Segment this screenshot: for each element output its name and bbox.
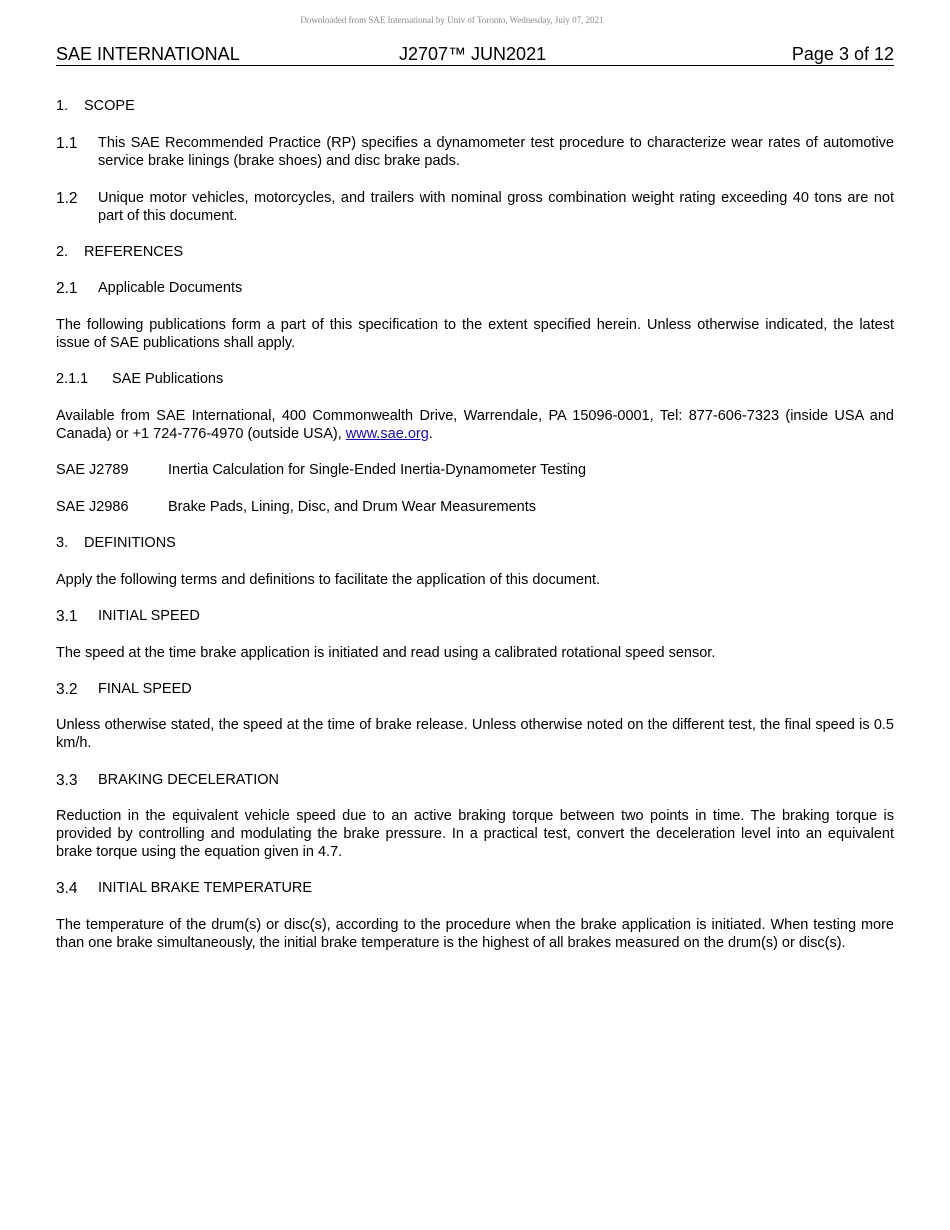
reference-title: Brake Pads, Lining, Disc, and Drum Wear Measurements <box>168 499 537 515</box>
subsection-number: 2.1.1 <box>56 371 89 387</box>
subsection-number: 3.1 <box>56 608 78 625</box>
availability-text: Available from SAE International, 400 Commonwealth Drive, Warrendale, PA 15096-0001, Tel: 877-606-7323 (inside USA and Canada) or +1 724-776-4970 (outside USA), <box>56 408 894 442</box>
subsection-number: 2.1 <box>56 280 78 297</box>
sae-website-link[interactable]: www.sae.org <box>345 426 429 442</box>
term-definition: Unless otherwise stated, the speed at the time of brake release. Unless otherwise noted on the different test, the final speed is 0.5 km/h. <box>56 717 894 751</box>
term-title: INITIAL SPEED <box>98 608 200 624</box>
reference-code: SAE J2789 <box>56 462 129 478</box>
subsection-text: Unique motor vehicles, motorcycles, and trailers with nominal gross combination weight rating exceeding 40 tons are not part of this document. <box>98 190 894 224</box>
section-title: DEFINITIONS <box>84 535 176 551</box>
term-title: BRAKING DECELERATION <box>98 772 280 788</box>
page-header <box>56 43 894 66</box>
section-number: 1. <box>56 98 69 114</box>
paragraph-applicable-documents: The following publications form a part of this specification to the extent specified herein. Unless otherwise indicated, the latest issue of SAE publications shall apply. <box>56 317 894 351</box>
download-watermark: Downloaded from SAE International by Univ of Toronto, Wednesday, July 07, 2021 <box>300 15 604 25</box>
subsection-number: 3.2 <box>56 681 78 698</box>
subsection-3-2 <box>56 680 894 698</box>
section-title: REFERENCES <box>84 244 184 260</box>
header-org: SAE INTERNATIONAL <box>56 44 240 64</box>
subsection-1-1 <box>56 134 894 170</box>
link-suffix: . <box>428 426 433 442</box>
term-title: INITIAL BRAKE TEMPERATURE <box>98 880 313 896</box>
subsection-title: SAE Publications <box>112 371 224 387</box>
paragraph-sae-publications <box>56 407 894 443</box>
header-doc-id: J2707™ JUN2021 <box>399 44 547 64</box>
section-number: 2. <box>56 244 69 260</box>
section-number: 3. <box>56 535 69 551</box>
reference-title: Inertia Calculation for Single-Ended Inertia-Dynamometer Testing <box>168 462 587 478</box>
subsection-3-3 <box>56 771 894 789</box>
subsection-text: This SAE Recommended Practice (RP) specifies a dynamometer test procedure to characterize wear rates of automotive service brake linings (brake shoes) and disc brake pads. <box>98 135 894 169</box>
subsection-number: 1.1 <box>56 135 78 152</box>
reference-code: SAE J2986 <box>56 499 129 515</box>
term-title: FINAL SPEED <box>98 681 192 697</box>
subsection-title: Applicable Documents <box>98 280 243 296</box>
subsection-3-1 <box>56 607 894 625</box>
subsection-number: 1.2 <box>56 190 78 207</box>
term-definition: The speed at the time brake application is initiated and read using a calibrated rotational speed sensor. <box>56 645 716 661</box>
paragraph-definitions-intro: Apply the following terms and definitions to facilitate the application of this document. <box>56 572 601 588</box>
subsection-number: 3.3 <box>56 772 78 789</box>
term-definition: Reduction in the equivalent vehicle speed due to an active braking torque between two points in time. The braking torque is provided by controlling and modulating the brake pressure. In a practical test, convert the deceleration level into an equivalent brake torque using the equation given in 4.7. <box>56 808 894 860</box>
term-definition: The temperature of the drum(s) or disc(s), according to the procedure when the brake application is initiated. When testing more than one brake simultaneously, the initial brake temperature is the highest of all brakes measured on the drum(s) or disc(s). <box>56 917 894 951</box>
subsection-2-1 <box>56 279 894 297</box>
header-page-number: Page 3 of 12 <box>791 44 894 64</box>
subsection-number: 3.4 <box>56 880 78 897</box>
subsection-1-2 <box>56 189 894 225</box>
section-title: SCOPE <box>84 98 135 114</box>
subsection-3-4 <box>56 879 894 897</box>
